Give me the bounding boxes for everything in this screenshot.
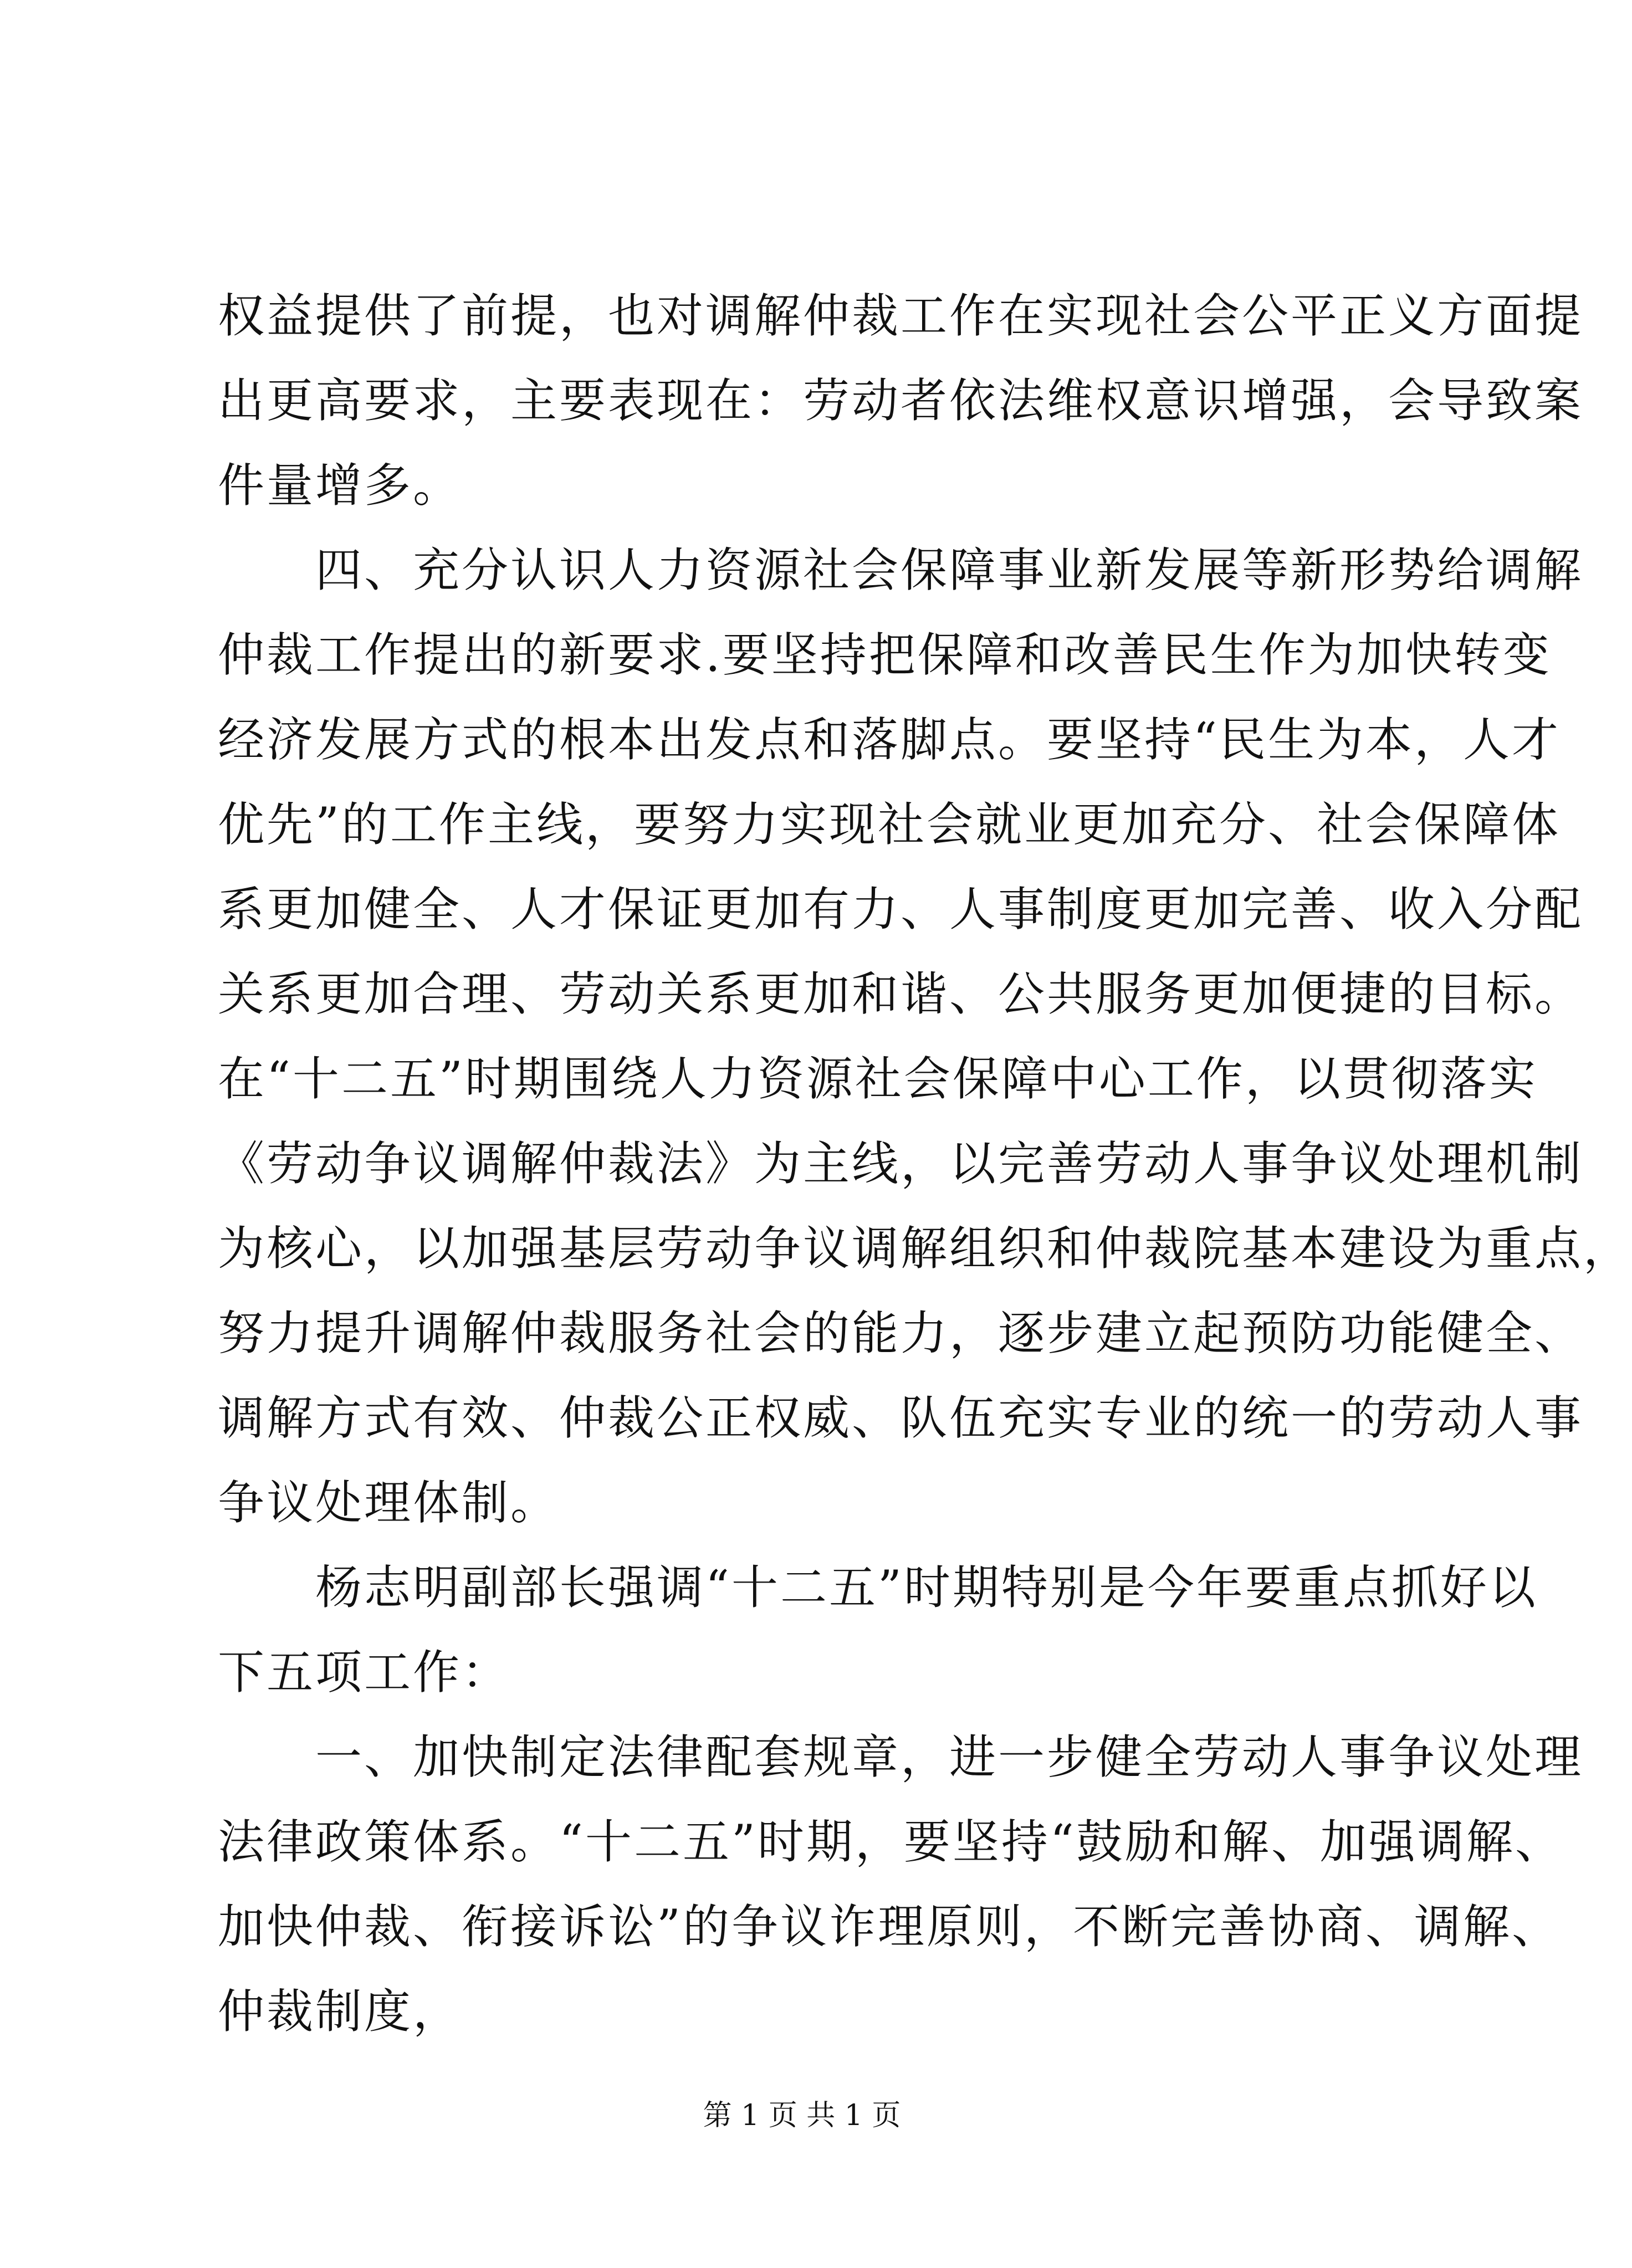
text-line: 仲裁工作提出的新要求.要坚持把保障和改善民生作为加快转变 — [218, 628, 1552, 682]
page-footer: 第 1 页 共 1 页 — [703, 2099, 901, 2132]
text-line: 四、充分认识人力资源社会保障事业新发展等新形势给调解 — [218, 543, 1584, 597]
text-line: 争议处理体制。 — [218, 1476, 560, 1530]
text-line: 仲裁制度， — [218, 1984, 462, 2039]
text-line: 杨志明副部长强调“十二五”时期特别是今年要重点抓好以 — [218, 1560, 1538, 1615]
text-line: 努力提升调解仲裁服务社会的能力，逐步建立起预防功能健全、 — [218, 1306, 1584, 1360]
text-line: 经济发展方式的根本出发点和落脚点。要坚持“民生为本，人才 — [218, 713, 1561, 767]
text-line: 系更加健全、人才保证更加有力、人事制度更加完善、收入分配 — [218, 882, 1584, 936]
text-line: 为核心，以加强基层劳动争议调解组织和仲裁院基本建设为重点， — [218, 1221, 1632, 1276]
text-line: 《劳动争议调解仲裁法》为主线，以完善劳动人事争议处理机制 — [218, 1136, 1584, 1191]
text-line: 一、加快制定法律配套规章，进一步健全劳动人事争议处理 — [218, 1730, 1584, 1784]
text-line: 下五项工作： — [218, 1645, 511, 1699]
text-line: 优先”的工作主线，要努力实现社会就业更加充分、社会保障体 — [218, 797, 1561, 852]
text-line: 出更高要求，主要表现在：劳动者依法维权意识增强，会导致案 — [218, 373, 1584, 428]
text-line: 法律政策体系。“十二五”时期，要坚持“鼓励和解、加强调解、 — [218, 1815, 1564, 1869]
text-line: 权益提供了前提，也对调解仲裁工作在实现社会公平正义方面提 — [218, 289, 1584, 343]
text-line: 在“十二五”时期围绕人力资源社会保障中心工作，以贯彻落实 — [218, 1052, 1538, 1106]
text-line: 加快仲裁、衔接诉讼”的争议诈理原则，不断完善协商、调解、 — [218, 1900, 1561, 1954]
text-line: 关系更加合理、劳动关系更加和谐、公共服务更加便捷的目标。 — [218, 967, 1584, 1021]
text-line: 件量增多。 — [218, 458, 462, 513]
text-line: 调解方式有效、仲裁公正权威、队伍充实专业的统一的劳动人事 — [218, 1391, 1584, 1445]
